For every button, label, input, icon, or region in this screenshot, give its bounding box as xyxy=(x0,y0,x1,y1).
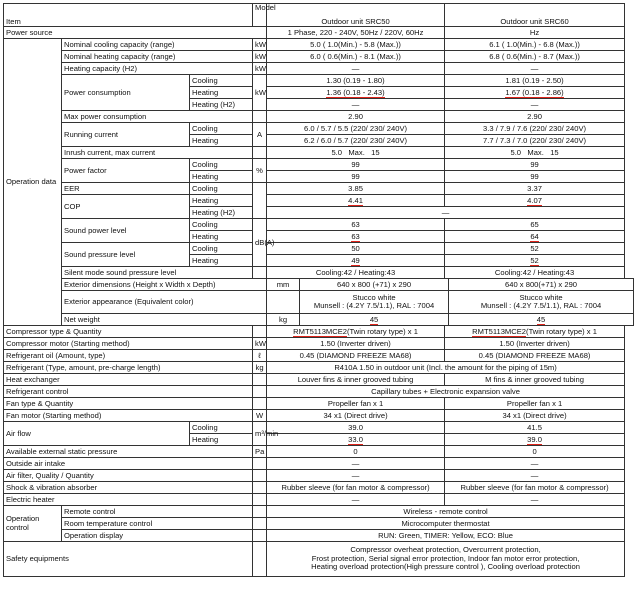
sound-power-heating-right: 64 xyxy=(445,231,625,243)
eer-right: 3.37 xyxy=(445,183,625,195)
power-source-left: 1 Phase, 220 - 240V, 50Hz / 220V, 60Hz xyxy=(267,27,445,39)
net-weight-left: 45 xyxy=(300,314,449,326)
heating-h2-label: Heating capacity (H2) xyxy=(62,63,253,75)
inrush-label: Inrush current, max current xyxy=(62,147,253,159)
heat-exchanger-right: M fins & inner grooved tubing xyxy=(445,374,625,386)
sound-pressure-label: Sound pressure level xyxy=(62,243,190,267)
fan-motor-right: 34 x1 (Direct drive) xyxy=(445,410,625,422)
remote-control-value: Wireless - remote control xyxy=(267,506,625,518)
appearance-left: Stucco white Munsell : (4.2Y 7.5/1.1), RAL : 7004 xyxy=(300,291,449,314)
header-item-label: Item xyxy=(4,4,253,27)
compressor-type-right: RMT5113MCE2(Twin rotary type) x 1 xyxy=(445,326,625,338)
power-factor-unit: % xyxy=(253,159,267,183)
electric-heater-label: Electric heater xyxy=(4,494,253,506)
heating-h2-left: — xyxy=(267,63,445,75)
dimensions-right: 640 x 800(+71) x 290 xyxy=(449,279,634,291)
static-pressure-unit: Pa xyxy=(253,446,267,458)
dimensions-label: Exterior dimensions (Height x Width x Depth) xyxy=(62,279,267,291)
dimensions-left: 640 x 800 (+71) x 290 xyxy=(300,279,449,291)
air-filter-label: Air filter, Quality / Quantity xyxy=(4,470,253,482)
fan-type-right: Propeller fan x 1 xyxy=(445,398,625,410)
power-source-right: Hz xyxy=(445,27,625,39)
appearance-label: Exterior appearance (Equivalent color) xyxy=(62,291,267,314)
power-factor-heating-right: 99 xyxy=(445,171,625,183)
eer-label: EER xyxy=(62,183,190,195)
shock-label: Shock & vibration absorber xyxy=(4,482,253,494)
outside-air-left: — xyxy=(267,458,445,470)
electric-heater-right: — xyxy=(445,494,625,506)
silent-mode-label: Silent mode sound pressure level xyxy=(62,267,253,279)
compressor-motor-unit: kW xyxy=(253,338,267,350)
power-consumption-cooling-left: 1.30 (0.19 - 1.80) xyxy=(267,75,445,87)
nominal-heating-right: 6.8 ( 0.6(Min.) - 8.7 (Max.)) xyxy=(445,51,625,63)
sound-pressure-heating-label: Heating xyxy=(190,255,253,267)
sound-pressure-cooling-label: Cooling xyxy=(190,243,253,255)
shock-left: Rubber sleeve (for fan motor & compressor) xyxy=(267,482,445,494)
air-filter-right: — xyxy=(445,470,625,482)
compressor-type-left: RMT5113MCE2(Twin rotary type) x 1 xyxy=(267,326,445,338)
operation-data-group: Operation data xyxy=(4,39,62,326)
power-factor-heating-label: Heating xyxy=(190,171,253,183)
sound-pressure-cooling-right: 52 xyxy=(445,243,625,255)
nominal-cooling-left: 5.0 ( 1.0(Min.) - 5.8 (Max.)) xyxy=(267,39,445,51)
net-weight-right: 45 xyxy=(449,314,634,326)
nominal-cooling-label: Nominal cooling capacity (range) xyxy=(62,39,253,51)
refrigerant-control-value: Capillary tubes + Electronic expansion valve xyxy=(267,386,625,398)
silent-mode-left: Cooling:42 / Heating:43 xyxy=(267,267,445,279)
air-flow-label: Air flow xyxy=(4,422,190,446)
cop-heating-left: 4.41 xyxy=(267,195,445,207)
air-filter-left: — xyxy=(267,470,445,482)
power-consumption-heating-right: 1.67 (0.18 - 2.86) xyxy=(445,87,625,99)
air-flow-unit: m³/min xyxy=(253,422,267,446)
running-current-heating-label: Heating xyxy=(190,135,253,147)
running-current-label: Running current xyxy=(62,123,190,147)
nominal-heating-left: 6.0 ( 0.6(Min.) - 8.1 (Max.)) xyxy=(267,51,445,63)
cop-label: COP xyxy=(62,195,190,219)
sound-pressure-heating-right: 52 xyxy=(445,255,625,267)
power-factor-cooling-label: Cooling xyxy=(190,159,253,171)
sound-power-heating-label: Heating xyxy=(190,231,253,243)
power-consumption-h2-left: — xyxy=(267,99,445,111)
cop-h2-value: — xyxy=(267,207,625,219)
operation-display-label: Operation display xyxy=(62,530,253,542)
running-current-cooling-right: 3.3 / 7.9 / 7.6 (220/ 230/ 240V) xyxy=(445,123,625,135)
power-consumption-label: Power consumption xyxy=(62,75,190,111)
nominal-heating-unit: kW xyxy=(253,51,267,63)
running-current-unit: A xyxy=(253,123,267,147)
fan-motor-unit: W xyxy=(253,410,267,422)
nominal-cooling-unit: kW xyxy=(253,39,267,51)
compressor-motor-left: 1.50 (Inverter driven) xyxy=(267,338,445,350)
air-flow-heating-left: 33.0 xyxy=(267,434,445,446)
refrigerant-value: R410A 1.50 in outdoor unit (Incl. the amount for the piping of 15m) xyxy=(267,362,625,374)
sound-power-cooling-right: 65 xyxy=(445,219,625,231)
outside-air-right: — xyxy=(445,458,625,470)
heat-exchanger-left: Louver fins & inner grooved tubing xyxy=(267,374,445,386)
cop-heating-label: Heating xyxy=(190,195,253,207)
refrigerant-control-label: Refrigerant control xyxy=(4,386,253,398)
sound-power-cooling-left: 63 xyxy=(267,219,445,231)
max-power-label: Max power consumption xyxy=(62,111,253,123)
refrigerant-oil-right: 0.45 (DIAMOND FREEZE MA68) xyxy=(445,350,625,362)
appearance-right: Stucco white Munsell : (4.2Y 7.5/1.1), RAL : 7004 xyxy=(449,291,634,314)
safety-value: Compressor overheat protection, Overcurrent protection, Frost protection, Serial signal error protection, Indoor fan motor error protection, Heating overload protection(High pressure control ), Cooling overload protection xyxy=(267,542,625,577)
max-power-left: 2.90 xyxy=(267,111,445,123)
operation-display-value: RUN: Green, TIMER: Yellow, ECO: Blue xyxy=(267,530,625,542)
cop-heating-right: 4.07 xyxy=(445,195,625,207)
refrigerant-oil-unit: ℓ xyxy=(253,350,267,362)
fan-type-left: Propeller fan x 1 xyxy=(267,398,445,410)
sound-pressure-heating-left: 49 xyxy=(267,255,445,267)
power-consumption-h2-right: — xyxy=(445,99,625,111)
power-factor-label: Power factor xyxy=(62,159,190,183)
operation-control-group: Operation control xyxy=(4,506,62,542)
outside-air-label: Outside air intake xyxy=(4,458,253,470)
eer-left: 3.85 xyxy=(267,183,445,195)
spec-table xyxy=(3,3,634,577)
refrigerant-unit: kg xyxy=(253,362,267,374)
power-factor-cooling-right: 99 xyxy=(445,159,625,171)
power-consumption-cooling-right: 1.81 (0.19 - 2.50) xyxy=(445,75,625,87)
sound-power-label: Sound power level xyxy=(62,219,190,243)
air-flow-cooling-label: Cooling xyxy=(190,422,253,434)
compressor-type-label: Compressor type & Quantity xyxy=(4,326,253,338)
power-factor-heating-left: 99 xyxy=(267,171,445,183)
refrigerant-oil-label: Refrigerant oil (Amount, type) xyxy=(4,350,253,362)
model-right: Outdoor unit SRC60 xyxy=(445,4,625,27)
max-power-right: 2.90 xyxy=(445,111,625,123)
air-flow-heating-right: 39.0 xyxy=(445,434,625,446)
power-consumption-unit: kW xyxy=(253,75,267,111)
power-consumption-cooling-label: Cooling xyxy=(190,75,253,87)
sound-pressure-cooling-left: 50 xyxy=(267,243,445,255)
room-temp-control-label: Room temperature control xyxy=(62,518,253,530)
refrigerant-label: Refrigerant (Type, amount, pre-charge length) xyxy=(4,362,253,374)
dimensions-unit: mm xyxy=(267,279,300,291)
heating-h2-right: — xyxy=(445,63,625,75)
fan-type-label: Fan type & Quantity xyxy=(4,398,253,410)
fan-motor-label: Fan motor (Starting method) xyxy=(4,410,253,422)
inrush-left: 5.0 Max. 15 xyxy=(267,147,445,159)
cop-h2-label: Heating (H2) xyxy=(190,207,253,219)
nominal-cooling-right: 6.1 ( 1.0(Min.) - 6.8 (Max.)) xyxy=(445,39,625,51)
electric-heater-left: — xyxy=(267,494,445,506)
heating-h2-unit: kW xyxy=(253,63,267,75)
running-current-heating-right: 7.7 / 7.3 / 7.0 (220/ 230/ 240V) xyxy=(445,135,625,147)
power-consumption-h2-label: Heating (H2) xyxy=(190,99,253,111)
eer-sub-label: Cooling xyxy=(190,183,253,195)
fan-motor-left: 34 x1 (Direct drive) xyxy=(267,410,445,422)
sound-unit: dB(A) xyxy=(253,219,267,267)
air-flow-cooling-right: 41.5 xyxy=(445,422,625,434)
sound-power-cooling-label: Cooling xyxy=(190,219,253,231)
silent-mode-right: Cooling:42 / Heating:43 xyxy=(445,267,625,279)
inrush-right: 5.0 Max. 15 xyxy=(445,147,625,159)
running-current-cooling-left: 6.0 / 5.7 / 5.5 (220/ 230/ 240V) xyxy=(267,123,445,135)
air-flow-heating-label: Heating xyxy=(190,434,253,446)
static-pressure-label: Available external static pressure xyxy=(4,446,253,458)
compressor-motor-right: 1.50 (Inverter driven) xyxy=(445,338,625,350)
power-source-label: Power source xyxy=(4,27,267,39)
shock-right: Rubber sleeve (for fan motor & compressor) xyxy=(445,482,625,494)
header-model-label: Model xyxy=(253,4,267,27)
remote-control-label: Remote control xyxy=(62,506,253,518)
power-factor-cooling-left: 99 xyxy=(267,159,445,171)
power-consumption-heating-label: Heating xyxy=(190,87,253,99)
running-current-heating-left: 6.2 / 6.0 / 5.7 (220/ 230/ 240V) xyxy=(267,135,445,147)
refrigerant-oil-left: 0.45 (DIAMOND FREEZE MA68) xyxy=(267,350,445,362)
safety-label: Safety equipments xyxy=(4,542,253,577)
heat-exchanger-label: Heat exchanger xyxy=(4,374,253,386)
power-consumption-heating-left: 1.36 (0.18 - 2.43) xyxy=(267,87,445,99)
nominal-heating-label: Nominal heating capacity (range) xyxy=(62,51,253,63)
static-pressure-right: 0 xyxy=(445,446,625,458)
net-weight-unit: kg xyxy=(267,314,300,326)
running-current-cooling-label: Cooling xyxy=(190,123,253,135)
compressor-motor-label: Compressor motor (Starting method) xyxy=(4,338,253,350)
air-flow-cooling-left: 39.0 xyxy=(267,422,445,434)
model-left: Outdoor unit SRC50 xyxy=(267,4,445,27)
sound-power-heating-left: 63 xyxy=(267,231,445,243)
static-pressure-left: 0 xyxy=(267,446,445,458)
room-temp-control-value: Microcomputer thermostat xyxy=(267,518,625,530)
net-weight-label: Net weight xyxy=(62,314,267,326)
